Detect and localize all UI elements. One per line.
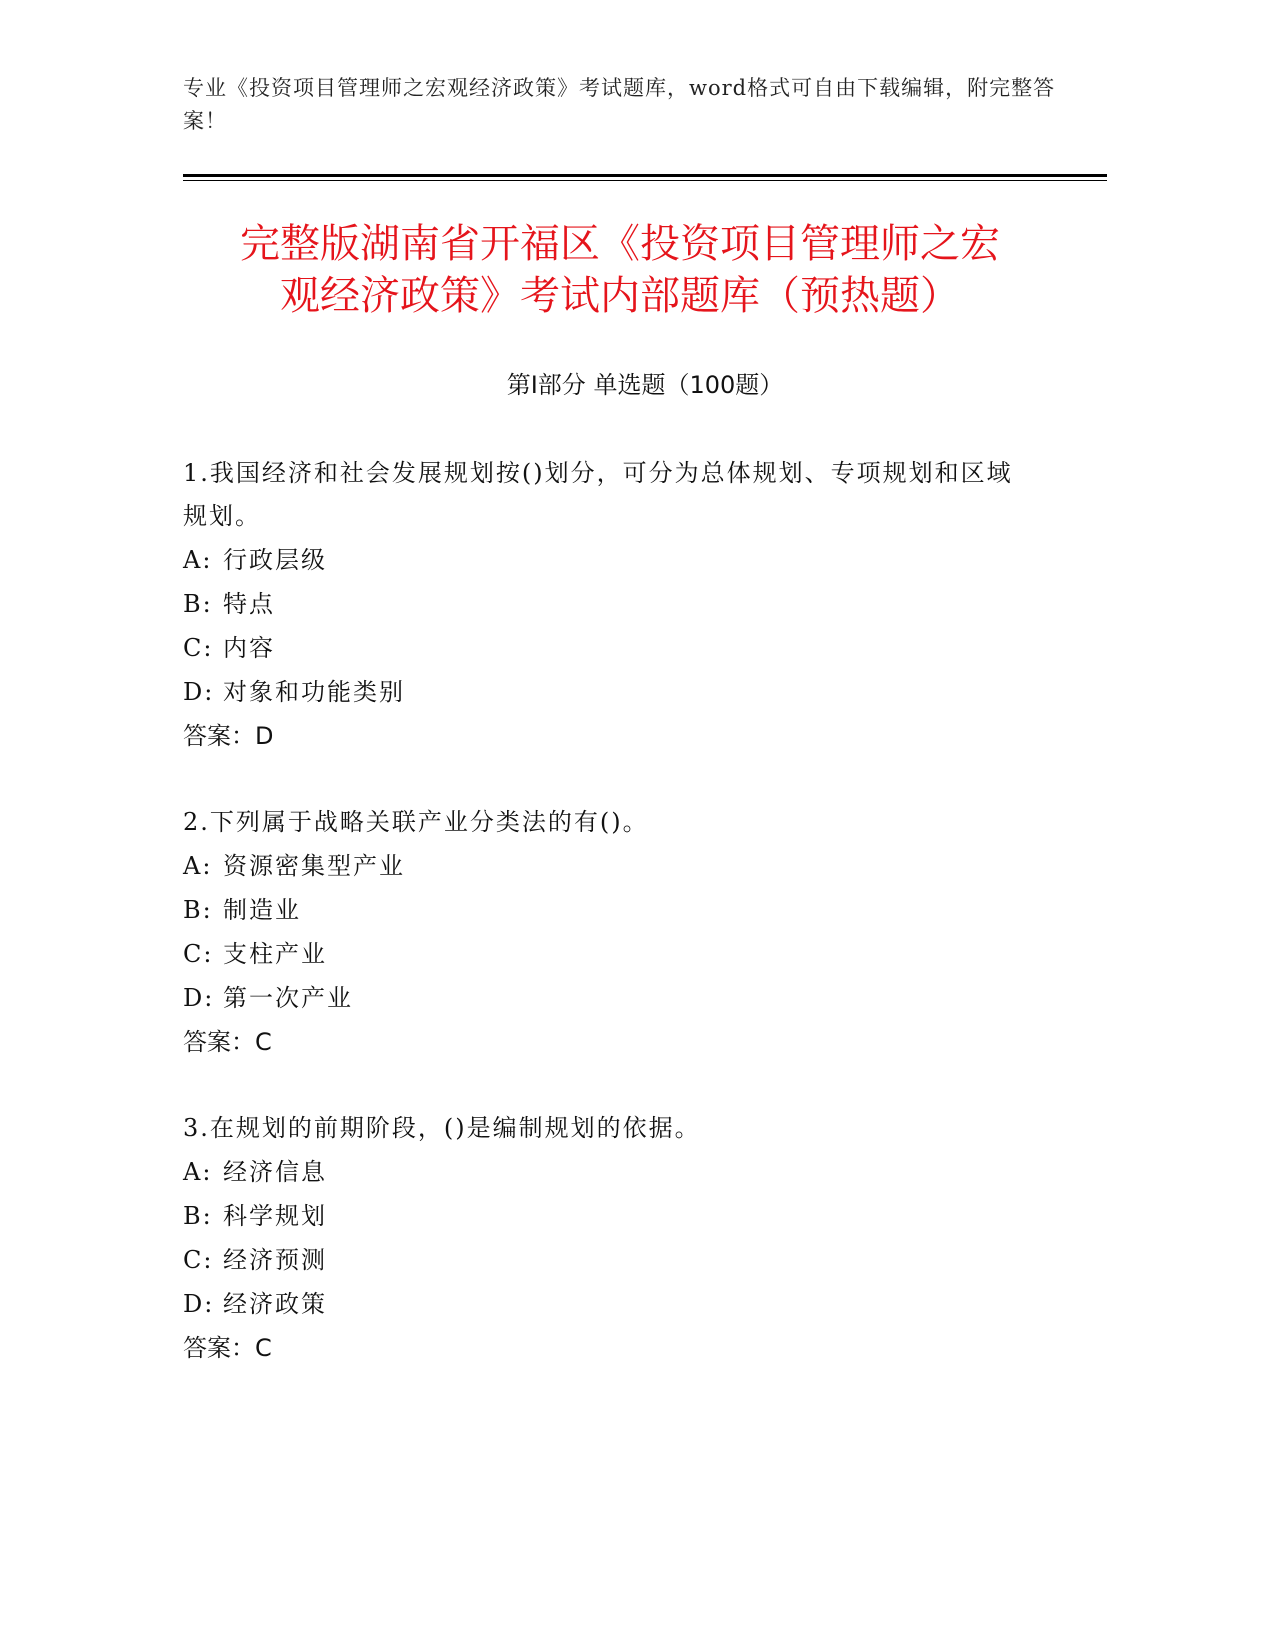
option-c [183, 1238, 1023, 1282]
option-a [183, 844, 1023, 888]
question-stem: 3.在规划的前期阶段，()是编制规划的依据。 [183, 1114, 701, 1142]
option-d [183, 1282, 1023, 1326]
option-text: 对象和功能类别 [223, 678, 405, 706]
answer-line [183, 1020, 1023, 1064]
option-b [183, 582, 1023, 626]
answer-prefix: 答案： [183, 722, 255, 750]
option-key: C: [183, 1246, 214, 1274]
option-key: A: [183, 1158, 213, 1186]
option-key: C: [183, 634, 214, 662]
question-list [183, 452, 1023, 1413]
option-text: 第一次产业 [223, 984, 353, 1012]
option-key: B: [183, 590, 213, 618]
answer-value: C [255, 1028, 272, 1056]
question-2 [183, 801, 1023, 1064]
option-b [183, 888, 1023, 932]
option-text: 经济政策 [223, 1290, 327, 1318]
option-a [183, 1150, 1023, 1194]
option-d [183, 670, 1023, 714]
document-title-line-1: 完整版湖南省开福区《投资项目管理师之宏 [240, 221, 1000, 267]
option-text: 内容 [223, 634, 275, 662]
option-text: 制造业 [223, 896, 301, 924]
option-text: 行政层级 [223, 546, 327, 574]
answer-value: D [255, 722, 274, 750]
option-text: 特点 [223, 590, 275, 618]
question-1 [183, 452, 1023, 758]
option-c [183, 932, 1023, 976]
option-key: B: [183, 896, 213, 924]
header-note: 专业《投资项目管理师之宏观经济政策》考试题库，word格式可自由下载编辑，附完整答案！ [183, 76, 1056, 133]
header-divider-thin [183, 180, 1107, 181]
answer-prefix: 答案： [183, 1334, 255, 1362]
option-d [183, 976, 1023, 1020]
question-stem: 1.我国经济和社会发展规划按()划分，可分为总体规划、专项规划和区域规划。 [183, 459, 1013, 530]
option-key: C: [183, 940, 214, 968]
option-text: 支柱产业 [223, 940, 327, 968]
question-stem: 2.下列属于战略关联产业分类法的有()。 [183, 808, 649, 836]
document-title-line-2: 观经济政策》考试内部题库（预热题） [280, 273, 960, 319]
option-a [183, 538, 1023, 582]
option-text: 科学规划 [223, 1202, 327, 1230]
answer-line [183, 1326, 1023, 1370]
option-key: B: [183, 1202, 213, 1230]
answer-line [183, 714, 1023, 758]
option-text: 资源密集型产业 [223, 852, 405, 880]
option-key: A: [183, 852, 213, 880]
option-b [183, 1194, 1023, 1238]
option-text: 经济预测 [223, 1246, 327, 1274]
answer-prefix: 答案： [183, 1028, 255, 1056]
option-text: 经济信息 [223, 1158, 327, 1186]
option-key: D: [183, 1290, 215, 1318]
header-divider-thick [183, 174, 1107, 177]
option-c [183, 626, 1023, 670]
document-title [170, 218, 1070, 322]
question-3 [183, 1107, 1023, 1370]
answer-value: C [255, 1334, 272, 1362]
option-key: D: [183, 984, 215, 1012]
section-title: 第Ⅰ部分 单选题（100题） [506, 371, 784, 399]
option-key: D: [183, 678, 215, 706]
option-key: A: [183, 546, 213, 574]
